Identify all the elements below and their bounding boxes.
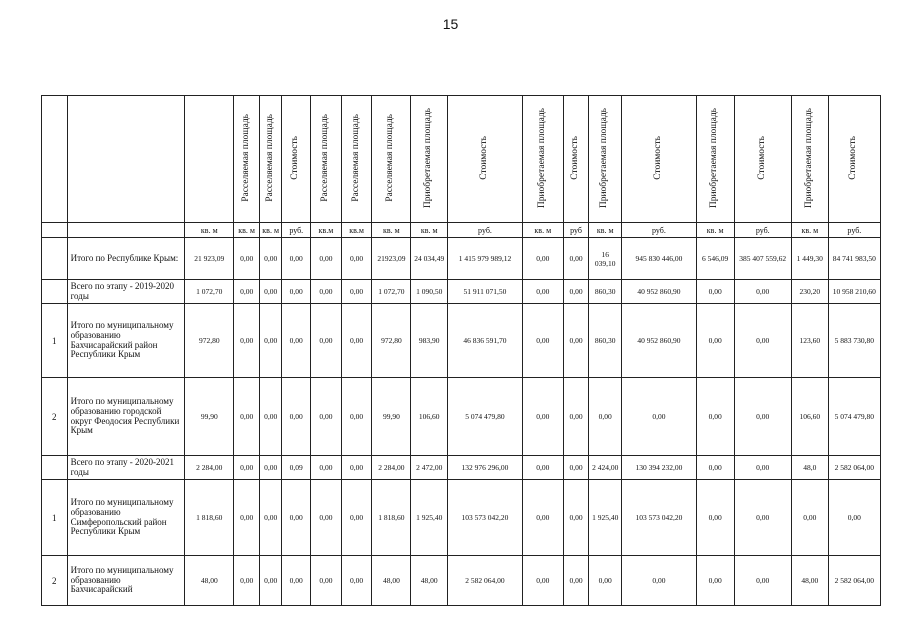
value-cell: 10 958 210,60 xyxy=(828,280,880,304)
value-cell: 0,00 xyxy=(589,378,622,456)
value-cell: 132 976 296,00 xyxy=(448,456,523,480)
value-cell: 0,00 xyxy=(234,456,260,480)
row-name: Итого по муниципальному образованию Симферопольский район Республики Крым xyxy=(67,480,185,556)
column-header xyxy=(67,96,185,223)
value-cell: 0,00 xyxy=(828,480,880,556)
column-header-label: Приобретаемая площадь xyxy=(599,107,610,209)
value-cell: 0,00 xyxy=(522,456,563,480)
table-row xyxy=(42,280,881,304)
column-header-label: Стоимость xyxy=(570,136,581,180)
value-cell: 0,00 xyxy=(696,456,734,480)
column-header xyxy=(622,96,697,223)
unit-cell: кв. м xyxy=(234,223,260,238)
unit-cell: кв. м xyxy=(522,223,563,238)
value-cell: 0,00 xyxy=(522,238,563,280)
table-row xyxy=(42,480,881,556)
value-cell: 0,00 xyxy=(622,378,697,456)
value-cell: 106,60 xyxy=(791,378,828,456)
value-cell: 0,00 xyxy=(696,378,734,456)
value-cell: 230,20 xyxy=(791,280,828,304)
value-cell: 51 911 071,50 xyxy=(448,280,523,304)
column-header-label: Стоимость xyxy=(848,136,859,180)
value-cell: 0,00 xyxy=(563,556,589,606)
value-cell: 1 090,50 xyxy=(411,280,448,304)
value-cell: 0,00 xyxy=(234,238,260,280)
value-cell: 0,00 xyxy=(589,556,622,606)
value-cell: 0,00 xyxy=(622,556,697,606)
value-cell: 0,00 xyxy=(311,556,342,606)
value-cell: 16 039,10 xyxy=(589,238,622,280)
value-cell: 972,80 xyxy=(185,304,234,378)
value-cell: 1 925,40 xyxy=(589,480,622,556)
unit-cell: руб. xyxy=(282,223,311,238)
value-cell: 0,00 xyxy=(563,378,589,456)
column-header-label: Стоимость xyxy=(652,136,663,180)
value-cell: 103 573 042,20 xyxy=(448,480,523,556)
value-cell: 0,00 xyxy=(311,304,342,378)
header-row xyxy=(42,96,881,223)
value-cell: 0,00 xyxy=(522,480,563,556)
table-row xyxy=(42,378,881,456)
value-cell: 1 415 979 989,12 xyxy=(448,238,523,280)
value-cell: 1 449,30 xyxy=(791,238,828,280)
value-cell: 1 072,70 xyxy=(185,280,234,304)
column-header-label: Расселяемая площадь xyxy=(385,114,396,202)
value-cell: 0,00 xyxy=(282,238,311,280)
column-header xyxy=(341,96,372,223)
value-cell: 84 741 983,50 xyxy=(828,238,880,280)
column-header xyxy=(791,96,828,223)
column-header-label: Расселяемая площадь xyxy=(350,114,361,202)
value-cell: 40 952 860,90 xyxy=(622,304,697,378)
value-cell: 0,00 xyxy=(259,280,282,304)
value-cell: 123,60 xyxy=(791,304,828,378)
value-cell: 0,00 xyxy=(734,280,791,304)
value-cell: 1 818,60 xyxy=(185,480,234,556)
row-name: Итого по муниципальному образованию Бахчисарайский xyxy=(67,556,185,606)
table-row xyxy=(42,304,881,378)
unit-cell: руб xyxy=(563,223,589,238)
value-cell: 130 394 232,00 xyxy=(622,456,697,480)
value-cell: 0,00 xyxy=(259,480,282,556)
value-cell: 983,90 xyxy=(411,304,448,378)
value-cell: 0,00 xyxy=(522,556,563,606)
value-cell: 0,00 xyxy=(341,556,372,606)
value-cell: 5 883 730,80 xyxy=(828,304,880,378)
value-cell: 99,90 xyxy=(185,378,234,456)
unit-cell: кв. м xyxy=(791,223,828,238)
column-header xyxy=(522,96,563,223)
row-name: Итого по муниципальному образованию городской округ Феодосия Республики Крым xyxy=(67,378,185,456)
unit-cell: кв. м xyxy=(411,223,448,238)
column-header-label: Расселяемая площадь xyxy=(319,114,330,202)
column-header xyxy=(696,96,734,223)
column-header xyxy=(282,96,311,223)
unit-cell: кв. м xyxy=(696,223,734,238)
value-cell: 860,30 xyxy=(589,304,622,378)
column-header xyxy=(563,96,589,223)
value-cell: 103 573 042,20 xyxy=(622,480,697,556)
unit-cell: руб. xyxy=(828,223,880,238)
value-cell: 385 407 559,62 xyxy=(734,238,791,280)
value-cell: 46 836 591,70 xyxy=(448,304,523,378)
value-cell: 0,00 xyxy=(311,456,342,480)
value-cell: 2 472,00 xyxy=(411,456,448,480)
value-cell: 0,00 xyxy=(734,456,791,480)
data-table xyxy=(41,95,881,606)
column-header-label: Стоимость xyxy=(479,136,489,180)
row-index: 2 xyxy=(42,378,68,456)
table-row xyxy=(42,238,881,280)
value-cell: 0,00 xyxy=(341,238,372,280)
value-cell: 0,00 xyxy=(522,378,563,456)
column-header-label: Стоимость xyxy=(290,136,301,180)
value-cell: 2 582 064,00 xyxy=(828,456,880,480)
row-index xyxy=(42,280,68,304)
page-number: 15 xyxy=(442,16,459,32)
value-cell: 0,00 xyxy=(522,280,563,304)
row-index: 1 xyxy=(42,480,68,556)
value-cell: 0,00 xyxy=(234,280,260,304)
value-cell: 2 424,00 xyxy=(589,456,622,480)
row-name: Итого по муниципальному образованию Бахчисарайский район Республики Крым xyxy=(67,304,185,378)
unit-cell: кв. м xyxy=(372,223,411,238)
row-index xyxy=(42,456,68,480)
value-cell: 0,00 xyxy=(234,556,260,606)
value-cell: 0,00 xyxy=(563,304,589,378)
unit-cell: руб. xyxy=(734,223,791,238)
row-name: Итого по Республике Крым: xyxy=(67,238,185,280)
value-cell: 0,00 xyxy=(259,238,282,280)
value-cell: 0,00 xyxy=(734,480,791,556)
unit-cell: кв.м xyxy=(341,223,372,238)
value-cell: 0,00 xyxy=(282,378,311,456)
value-cell: 0,00 xyxy=(696,480,734,556)
value-cell: 2 284,00 xyxy=(185,456,234,480)
value-cell: 0,00 xyxy=(234,378,260,456)
column-header xyxy=(372,96,411,223)
value-cell: 0,00 xyxy=(311,238,342,280)
value-cell: 0,00 xyxy=(696,556,734,606)
value-cell: 0,00 xyxy=(282,480,311,556)
value-cell: 0,00 xyxy=(282,280,311,304)
value-cell: 48,00 xyxy=(411,556,448,606)
table-row xyxy=(42,456,881,480)
table-row xyxy=(42,556,881,606)
value-cell: 5 074 479,80 xyxy=(828,378,880,456)
value-cell: 0,00 xyxy=(341,480,372,556)
value-cell: 48,00 xyxy=(791,556,828,606)
value-cell: 2 582 064,00 xyxy=(828,556,880,606)
unit-cell: кв. м xyxy=(185,223,234,238)
value-cell: 972,80 xyxy=(372,304,411,378)
value-cell: 0,00 xyxy=(259,304,282,378)
value-cell: 1 072,70 xyxy=(372,280,411,304)
value-cell: 2 582 064,00 xyxy=(448,556,523,606)
unit-cell: кв. м xyxy=(259,223,282,238)
value-cell: 0,00 xyxy=(282,556,311,606)
value-cell: 0,00 xyxy=(563,280,589,304)
column-header xyxy=(589,96,622,223)
row-name: Всего по этапу - 2019-2020 годы xyxy=(67,280,185,304)
value-cell: 0,00 xyxy=(341,280,372,304)
unit-cell: кв. м xyxy=(589,223,622,238)
value-cell: 0,00 xyxy=(696,304,734,378)
column-header xyxy=(234,96,260,223)
value-cell: 0,00 xyxy=(734,304,791,378)
value-cell: 0,00 xyxy=(311,480,342,556)
value-cell: 0,09 xyxy=(282,456,311,480)
column-header xyxy=(311,96,342,223)
value-cell: 5 074 479,80 xyxy=(448,378,523,456)
value-cell: 0,00 xyxy=(282,304,311,378)
row-index: 1 xyxy=(42,304,68,378)
row-index: 2 xyxy=(42,556,68,606)
column-header-label: Приобретаемая площадь xyxy=(709,107,720,209)
value-cell: 2 284,00 xyxy=(372,456,411,480)
value-cell: 48,00 xyxy=(185,556,234,606)
column-header xyxy=(259,96,282,223)
value-cell: 0,00 xyxy=(522,304,563,378)
row-index xyxy=(42,238,68,280)
value-cell: 0,00 xyxy=(259,556,282,606)
value-cell: 106,60 xyxy=(411,378,448,456)
value-cell: 48,00 xyxy=(372,556,411,606)
value-cell: 0,00 xyxy=(234,304,260,378)
value-cell: 21 923,09 xyxy=(185,238,234,280)
unit-cell: руб. xyxy=(448,223,523,238)
value-cell: 24 034,49 xyxy=(411,238,448,280)
column-header xyxy=(185,96,234,223)
column-header xyxy=(828,96,880,223)
column-header-label: Расселяемая площадь xyxy=(264,114,275,202)
units-row xyxy=(42,223,881,238)
value-cell: 0,00 xyxy=(341,456,372,480)
value-cell: 48,0 xyxy=(791,456,828,480)
value-cell: 0,00 xyxy=(734,378,791,456)
value-cell: 860,30 xyxy=(589,280,622,304)
value-cell: 0,00 xyxy=(259,378,282,456)
unit-cell: кв.м xyxy=(311,223,342,238)
value-cell: 0,00 xyxy=(734,556,791,606)
unit-cell xyxy=(67,223,185,238)
value-cell: 6 546,09 xyxy=(696,238,734,280)
value-cell: 945 830 446,00 xyxy=(622,238,697,280)
value-cell: 0,00 xyxy=(696,280,734,304)
value-cell: 0,00 xyxy=(234,480,260,556)
value-cell: 0,00 xyxy=(311,280,342,304)
value-cell: 0,00 xyxy=(259,456,282,480)
value-cell: 1 818,60 xyxy=(372,480,411,556)
column-header xyxy=(42,96,68,223)
value-cell: 99,90 xyxy=(372,378,411,456)
value-cell: 0,00 xyxy=(563,456,589,480)
value-cell: 0,00 xyxy=(341,378,372,456)
value-cell: 1 925,40 xyxy=(411,480,448,556)
value-cell: 0,00 xyxy=(791,480,828,556)
unit-cell: руб. xyxy=(622,223,697,238)
column-header-label: Стоимость xyxy=(756,136,767,180)
column-header-label: Приобретаемая площадь xyxy=(803,107,814,209)
value-cell: 0,00 xyxy=(563,238,589,280)
column-header-label: Приобретаемая площадь xyxy=(536,107,547,209)
column-header-label: Приобретаемая площадь xyxy=(423,107,434,209)
column-header xyxy=(448,96,523,223)
value-cell: 0,00 xyxy=(341,304,372,378)
value-cell: 40 952 860,90 xyxy=(622,280,697,304)
unit-cell xyxy=(42,223,68,238)
value-cell: 0,00 xyxy=(311,378,342,456)
column-header xyxy=(411,96,448,223)
row-name: Всего по этапу - 2020-2021 годы xyxy=(67,456,185,480)
value-cell: 21923,09 xyxy=(372,238,411,280)
column-header-label: Расселяемая площадь xyxy=(240,114,251,202)
column-header xyxy=(734,96,791,223)
value-cell: 0,00 xyxy=(563,480,589,556)
